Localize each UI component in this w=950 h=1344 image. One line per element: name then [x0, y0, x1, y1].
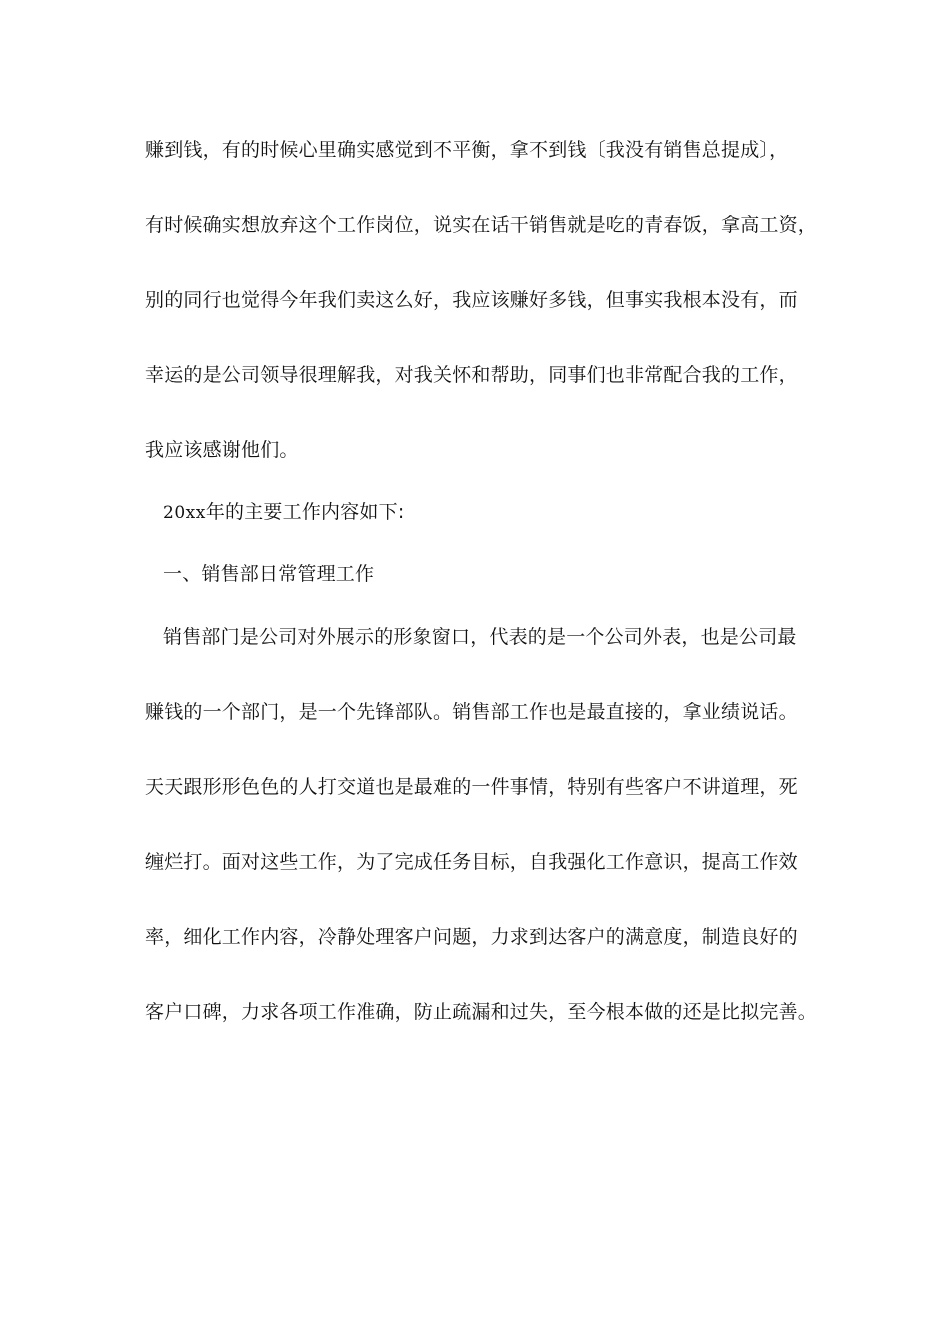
paragraph-line: 赚钱的一个部门，是一个先锋部队。销售部工作也是最直接的，拿业绩说话。 [145, 701, 798, 723]
paragraph-line: 天天跟形形色色的人打交道也是最难的一件事情，特别有些客户不讲道理，死 [145, 776, 798, 798]
paragraph-line: 我应该感谢他们。 [145, 439, 299, 461]
paragraph-line: 缠烂打。面对这些工作，为了完成任务目标，自我强化工作意识，提高工作效 [145, 851, 798, 873]
paragraph-line: 有时候确实想放弃这个工作岗位，说实在话干销售就是吃的青春饭，拿高工资， [145, 214, 818, 236]
paragraph-line: 赚到钱，有的时候心里确实感觉到不平衡，拿不到钱〔我没有销售总提成〕， [145, 139, 789, 161]
intro-year: 20xx [163, 503, 206, 523]
intro-line [163, 500, 833, 525]
paragraph-line: 销售部门是公司对外展示的形象窗口，代表的是一个公司外表，也是公司最 [163, 626, 797, 648]
paragraph-line: 客户口碑，力求各项工作准确，防止疏漏和过失，至今根本做的还是比拟完善。 [145, 1001, 818, 1023]
paragraph-line: 别的同行也觉得今年我们卖这么好，我应该赚好多钱，但事实我根本没有，而 [145, 289, 798, 311]
intro-text: 年的主要工作内容如下: [205, 501, 405, 523]
section-heading: 一、销售部日常管理工作 [163, 563, 375, 585]
paragraph-line: 幸运的是公司领导很理解我，对我关怀和帮助，同事们也非常配合我的工作， [145, 364, 798, 386]
paragraph-line: 率，细化工作内容，冷静处理客户问题，力求到达客户的满意度，制造良好的 [145, 926, 798, 948]
